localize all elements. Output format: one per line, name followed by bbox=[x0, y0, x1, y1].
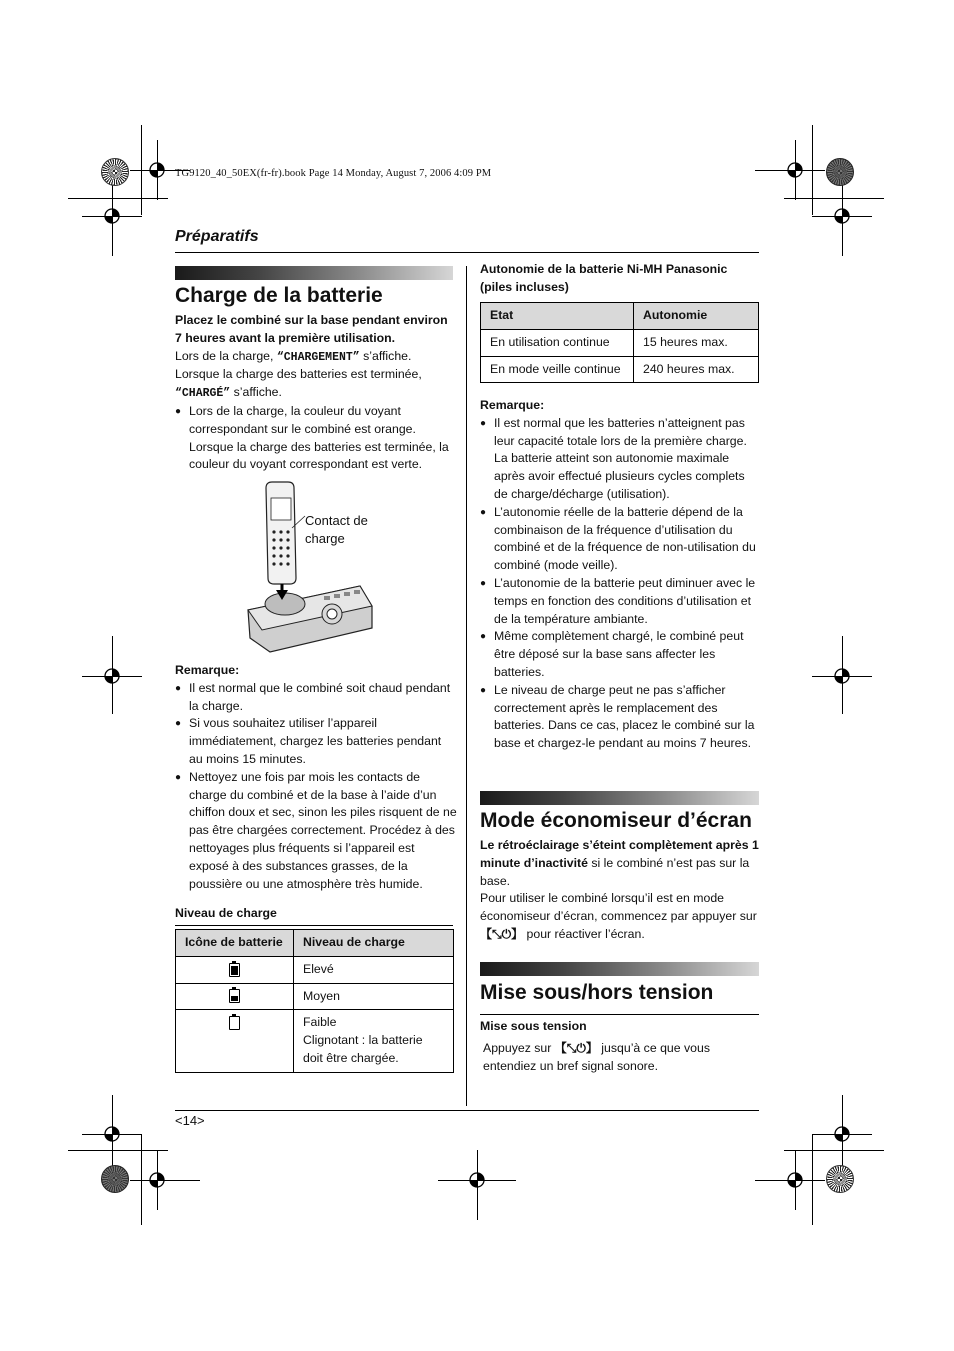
section-title-eco: Mode économiseur d’écran bbox=[480, 809, 752, 832]
illustration-label: Contact de charge bbox=[305, 513, 368, 546]
table-header-row bbox=[176, 930, 454, 957]
registration-mark-icon bbox=[146, 1169, 168, 1191]
registration-mark-icon bbox=[466, 1169, 488, 1191]
table-row: Moyen bbox=[176, 983, 454, 1010]
section-title-power: Mise sous/hors tension bbox=[480, 981, 714, 1004]
list-item: ● Nettoyez une fois par mois les contacts de charge du combiné et de la base à l’aide d’un chiffon doux et sec, sinon les piles risquent de ne pas être chargées correctement. Procédez à des nettoyages plus fréquents si l’appareil est exposé à des substances grasses, de la poussière ou une atmosphère très humide. bbox=[175, 769, 457, 894]
table-row: Elevé bbox=[176, 956, 454, 983]
list-item: ● Si vous souhaitez utiliser l’appareil immédiatement, chargez les batteries pendant au moins 15 minutes. bbox=[175, 715, 457, 768]
registration-mark-icon bbox=[146, 159, 168, 181]
power-body: Appuyez sur 【⤡⏻】 jusqu’à ce que vous entendiez un bref signal sonore. bbox=[483, 1041, 710, 1073]
niveau-heading: Niveau de charge bbox=[175, 906, 277, 920]
power-key-icon: 【⤡⏻】 bbox=[554, 1041, 598, 1055]
print-info: TG9120_40_50EX(fr-fr).book Page 14 Monday, August 7, 2006 4:09 PM bbox=[175, 168, 492, 179]
charge-bullets bbox=[175, 403, 457, 474]
table-header-row bbox=[481, 303, 759, 330]
table-header: Icône de batterie bbox=[176, 930, 294, 957]
registration-mark-icon bbox=[101, 205, 123, 227]
section-title-charge: Charge de la batterie bbox=[175, 284, 383, 307]
section-bar bbox=[175, 266, 453, 280]
eco-body: Le rétroéclairage s’éteint complètement après 1 minute d’inactivité si le combiné n’est pas sur la base. Pour utiliser le combiné lorsqu’il est en mode économiseur d’écran, commencez par appuyer sur 【⤡⏻】 pour réactiver l’écran. bbox=[480, 838, 759, 941]
section-bar bbox=[480, 791, 759, 805]
running-head: Préparatifs bbox=[175, 228, 259, 245]
charge-p2: Lorsque la charge des batteries est terminée, “CHARGÉ” s’affiche. bbox=[175, 367, 422, 401]
table-row: Faible Clignotant : la batterie doit être chargée. bbox=[176, 1010, 454, 1072]
handset-on-base-illustration bbox=[240, 478, 390, 658]
column-divider bbox=[466, 266, 467, 1106]
color-dial-icon bbox=[826, 1165, 854, 1193]
list-item: ● Même complètement chargé, le combiné peut être déposé sur la base sans affecter les batteries. bbox=[480, 628, 760, 681]
list-item: ● Il est normal que le combiné soit chaud pendant la charge. bbox=[175, 680, 457, 716]
remarque-label: Remarque: bbox=[480, 398, 545, 412]
list-item: ● L’autonomie de la batterie peut diminuer avec le temps en fonction des conditions d’utilisation et de la température ambiante. bbox=[480, 575, 760, 628]
table-row: En mode veille continue 240 heures max. bbox=[481, 356, 759, 383]
table-header: Etat bbox=[481, 303, 634, 330]
list-item: ● Il est normal que les batteries n’atteignent pas leur capacité totale lors de la première charge. La batterie atteint son autonomie maximale après avoir effectué plusieurs cycles complets de charge/décharge (utilisation). bbox=[480, 415, 760, 504]
list-item: ● Lors de la charge, la couleur du voyant correspondant sur le combiné est orange. Lorsque la charge des batteries est terminée, la couleur du voyant correspondant est verte. bbox=[175, 403, 457, 474]
autonomie-remarques bbox=[480, 397, 760, 753]
charge-body bbox=[175, 312, 457, 474]
charge-remarques bbox=[175, 662, 457, 893]
registration-mark-icon bbox=[784, 1169, 806, 1191]
niveau-table bbox=[175, 929, 454, 1073]
list-item: ● L’autonomie réelle de la batterie dépend de la combinaison de la fréquence d’utilisation du combiné et de la fréquence de non-utilisation du combiné (mode veille). bbox=[480, 504, 760, 575]
battery-medium-icon bbox=[229, 989, 240, 1003]
registration-mark-icon bbox=[784, 159, 806, 181]
table-row: En utilisation continue 15 heures max. bbox=[481, 329, 759, 356]
registration-mark-icon bbox=[831, 205, 853, 227]
color-dial-icon bbox=[826, 158, 854, 186]
power-subheading: Mise sous tension bbox=[480, 1019, 587, 1033]
battery-full-icon bbox=[229, 963, 240, 977]
charge-intro: Placez le combiné sur la base pendant environ 7 heures avant la première utilisation. bbox=[175, 313, 448, 345]
registration-mark-icon bbox=[831, 665, 853, 687]
list-item: ● Le niveau de charge peut ne pas s’afficher correctement après le remplacement des batteries. Dans ce cas, placez le combiné sur la base et chargez-le pendant au moins 7 heures. bbox=[480, 682, 760, 753]
registration-mark-icon bbox=[831, 1123, 853, 1145]
subheading-rule bbox=[175, 925, 453, 926]
header-rule bbox=[175, 252, 759, 253]
table-header: Niveau de charge bbox=[294, 930, 454, 957]
page-number: <14> bbox=[175, 1113, 205, 1128]
power-key-icon: 【⤡⏻】 bbox=[480, 926, 524, 941]
color-dial-icon bbox=[101, 158, 129, 186]
autonomie-heading: Autonomie de la batterie Ni-MH Panasonic (piles incluses) bbox=[480, 262, 728, 294]
footer-rule bbox=[175, 1110, 759, 1111]
registration-mark-icon bbox=[101, 665, 123, 687]
section-bar bbox=[480, 962, 759, 976]
title-rule bbox=[480, 1014, 759, 1015]
autonomie-table bbox=[480, 302, 759, 383]
charge-p1: Lors de la charge, “CHARGEMENT” s’affiche. bbox=[175, 348, 412, 364]
table-header: Autonomie bbox=[634, 303, 759, 330]
display-text: “CHARGEMENT” bbox=[276, 350, 360, 364]
remarque-label: Remarque: bbox=[175, 663, 240, 677]
display-text: “CHARGÉ” bbox=[175, 387, 231, 401]
registration-mark-icon bbox=[101, 1123, 123, 1145]
color-dial-icon bbox=[101, 1165, 129, 1193]
battery-low-icon bbox=[229, 1016, 240, 1030]
